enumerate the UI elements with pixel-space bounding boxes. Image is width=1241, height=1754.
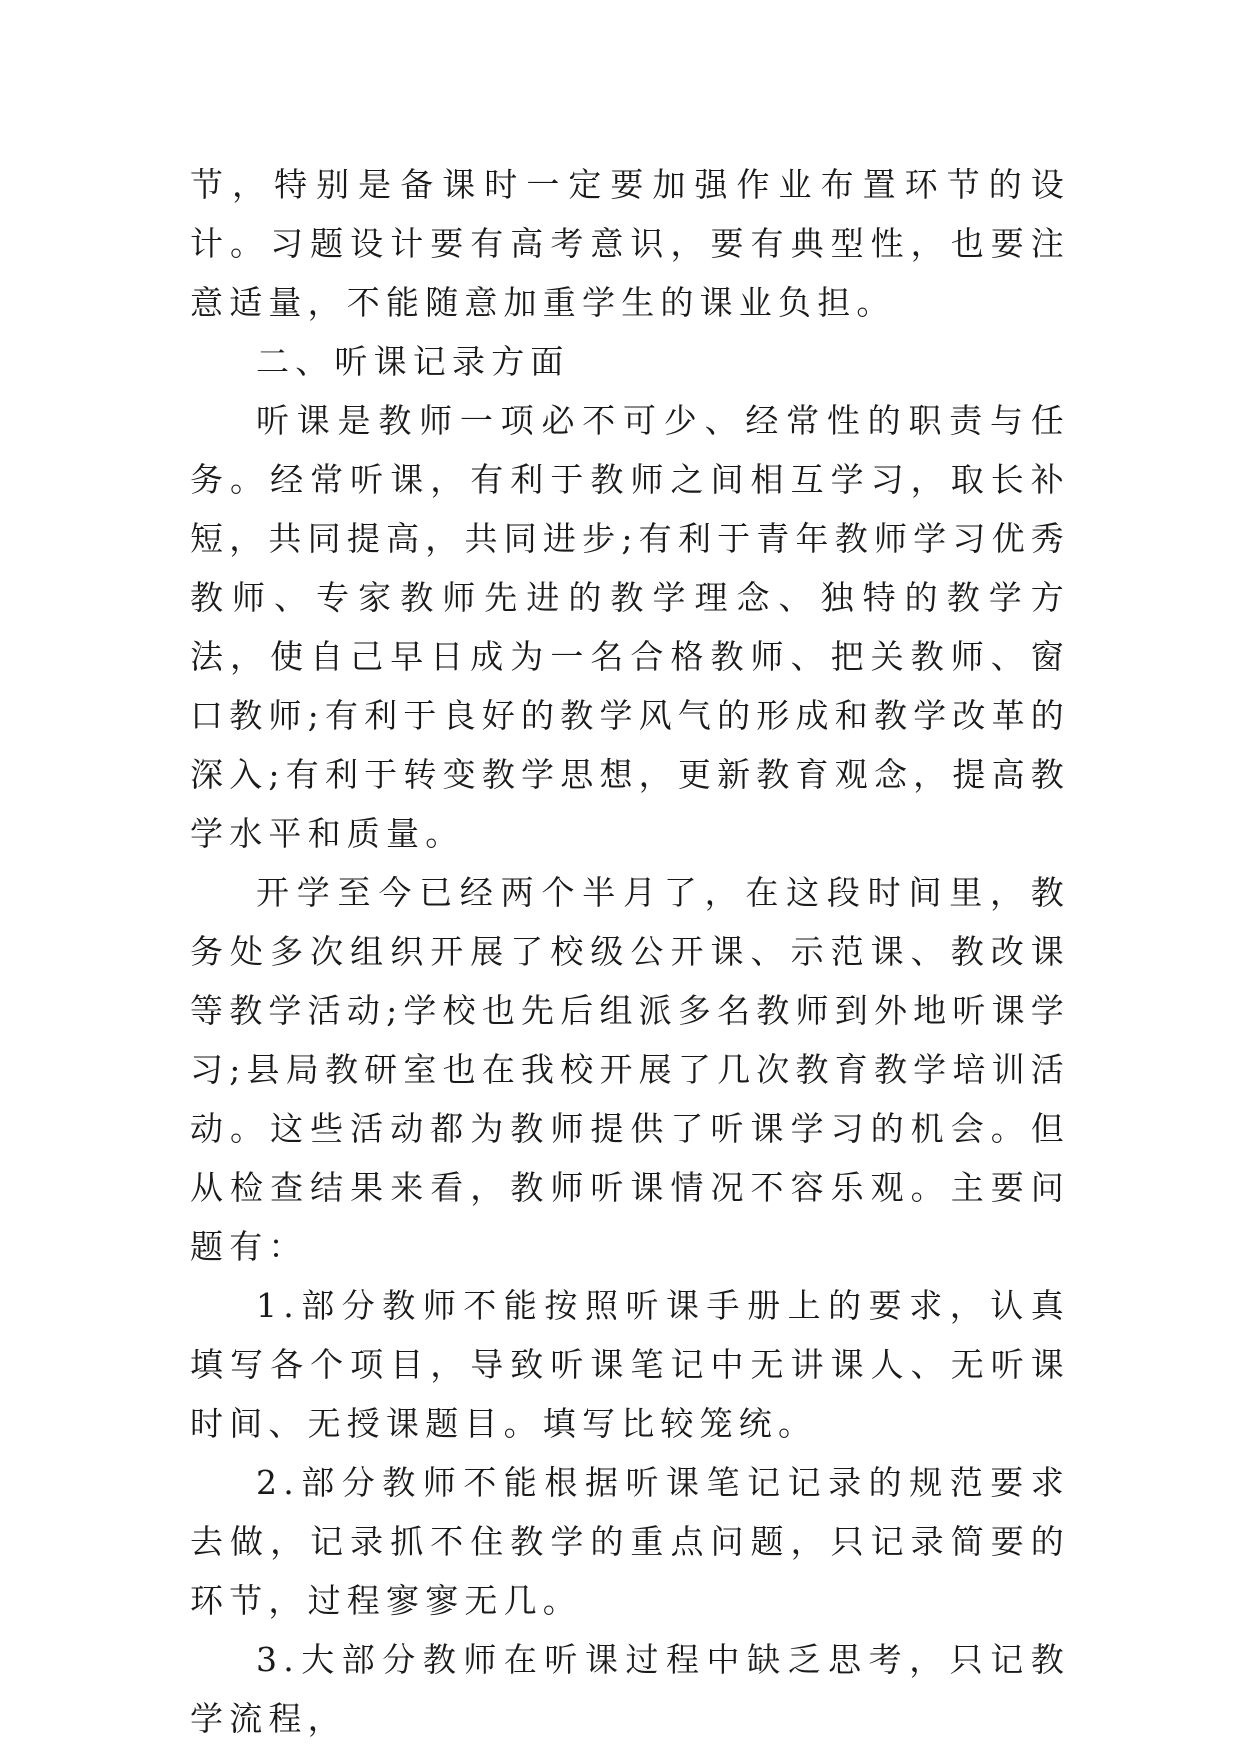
paragraph-continuation: 节，特别是备课时一定要加强作业布置环节的设计。习题设计要有高考意识，要有典型性，也要注意适量，不能随意加重学生的课业负担。 — [190, 165, 1070, 322]
section-heading: 二、听课记录方面 — [256, 342, 570, 381]
list-item-3: 3.大部分教师在听课过程中缺乏思考，只记教学流程， — [190, 1640, 1070, 1738]
paragraph-listening-duty: 听课是教师一项必不可少、经常性的职责与任务。经常听课，有利于教师之间相互学习，取长补短，共同提高，共同进步;有利于青年教师学习优秀教师、专家教师先进的教学理念、独特的教学方法，使自己早日成为一名合格教师、把关教师、窗口教师;有利于良好的教学风气的形成和教学改革的深入;有利于转变教学思想，更新教育观念，提高教学水平和质量。 — [190, 401, 1070, 853]
list-item-2: 2.部分教师不能根据听课笔记记录的规范要求去做，记录抓不住教学的重点问题，只记录简要的环节，过程寥寥无几。 — [190, 1463, 1070, 1620]
paragraph-semester-activities: 开学至今已经两个半月了，在这段时间里，教务处多次组织开展了校级公开课、示范课、教改课等教学活动;学校也先后组派多名教师到外地听课学习;县局教研室也在我校开展了几次教育教学培训活动。这些活动都为教师提供了听课学习的机会。但从检查结果来看，教师听课情况不容乐观。主要问题有： — [190, 873, 1070, 1266]
list-item-1: 1.部分教师不能按照听课手册上的要求，认真填写各个项目，导致听课笔记中无讲课人、无听课时间、无授课题目。填写比较笼统。 — [190, 1286, 1070, 1443]
document-body — [190, 155, 1070, 1748]
